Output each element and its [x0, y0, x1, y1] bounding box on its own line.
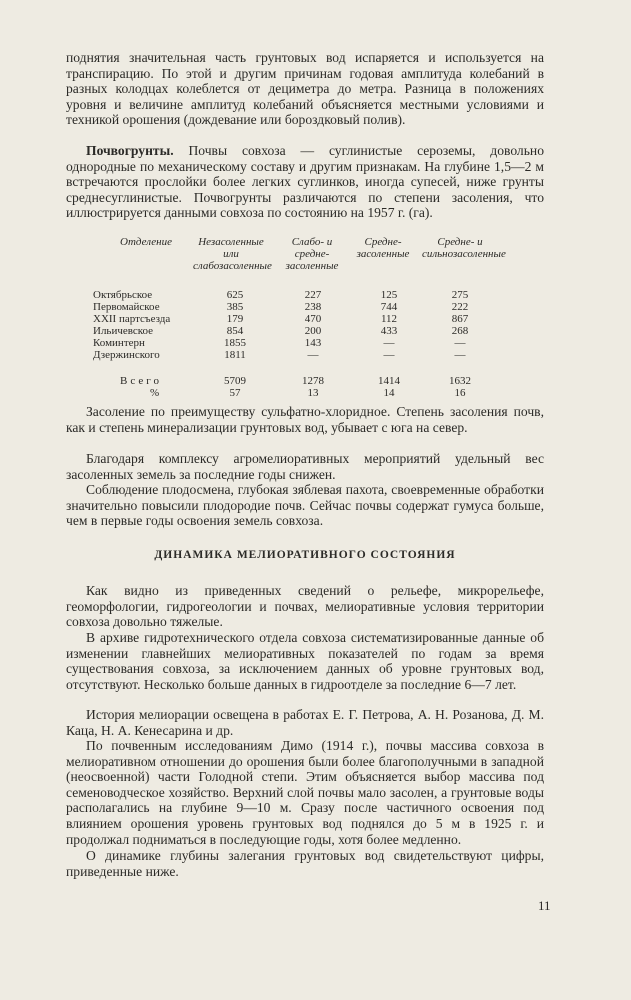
section-heading: ДИНАМИКА МЕЛИОРАТИВНОГО СОСТОЯНИЯ — [154, 549, 456, 561]
table-cell: — — [454, 337, 466, 349]
table-cell: Коминтерн — [93, 337, 145, 349]
table-cell: Всего — [120, 375, 162, 387]
paragraph: Благодаря комплексу агромелиоративных мероприятий удельный вес засоленных земель за последние годы снижен. — [66, 451, 544, 482]
table-cell: — — [454, 349, 466, 361]
table-cell: — — [307, 349, 319, 361]
table-cell: 275 — [451, 289, 469, 301]
table-cell: Дзержинского — [93, 349, 160, 361]
table-cell: 867 — [451, 313, 469, 325]
paragraph: По почвенным исследованиям Димо (1914 г.), почвы массива совхоза в мелиоративном отношении до орошения были более благополучными в западной (неосвоенной) части Голодной степи. Этим объясняется выбор массива под семеноводческое хозяйство. Верхний слой почвы мало засолен, а грунтовые воды располагались на глубине 9—10 м. Сразу после частичного освоения под влиянием орошения уровень грунтовых вод поднялся до 5 м в 1925 г. и продолжал подниматься в последующие годы, хотя более медленно. — [66, 738, 544, 847]
table-cell: 13 — [307, 387, 319, 399]
table-cell: 470 — [304, 313, 322, 325]
paragraph: Соблюдение плодосмена, глубокая зяблевая пахота, своевременные обработки значительно повысили плодородие почв. Сейчас почвы содержат гумуса больше, чем в первые годы освоения земель совхоза. — [66, 482, 544, 529]
table-header: Средне- и сильнозасоленные — [422, 236, 506, 260]
table-cell: Ильичевское — [93, 325, 154, 337]
table-header: Незасоленные или слабозасоленные — [193, 236, 272, 272]
table-cell: — — [383, 349, 395, 361]
paragraph: О динамике глубины залегания грунтовых вод свидетельствуют цифры, приведенные ниже. — [66, 848, 544, 879]
table-cell: 625 — [226, 289, 244, 301]
paragraph: В архиве гидротехнического отдела совхоза систематизированные данные об изменении главнейших мелиоративных показателей по годам за время существования совхоза, за исключением данных об уровне грунтовых вод, отсутствуют. Несколько больше данных в гидроотделе за последние 6—7 лет. — [66, 630, 544, 692]
table-cell: 744 — [380, 301, 398, 313]
table-cell: — — [383, 337, 395, 349]
paragraph-lead: Почвогрунты. — [86, 143, 174, 158]
table-cell: Первомайское — [93, 301, 160, 313]
table-cell: 1278 — [302, 375, 324, 387]
table-cell: 1855 — [224, 337, 246, 349]
table-header: Отделение — [120, 236, 172, 248]
table-cell: 1632 — [449, 375, 471, 387]
table-cell: 1811 — [224, 349, 246, 361]
table-cell: 268 — [451, 325, 469, 337]
table-cell: 14 — [383, 387, 395, 399]
table-cell: 238 — [304, 301, 322, 313]
table-cell: 16 — [454, 387, 466, 399]
paragraph: поднятия значительная часть грунтовых вод испаряется и используется на транспирацию. По этой и другим причинам годовая амплитуда колебаний в разных колодцах колеблется от дециметра до метра. Разница в положениях уровня и величине амплитуд колебаний объясняется местными условиями и техникой орошения (дождевание или бороздковый полив). — [66, 50, 544, 128]
table-cell: 385 — [226, 301, 244, 313]
page-number: 11 — [538, 898, 551, 913]
table-cell: 1414 — [378, 375, 400, 387]
paragraph-text: Почвы совхоза — суглинистые сероземы, довольно однородные по механическому составу и другим признакам. На глубине 1,5—2 м встречаются прослойки более легких суглинков, иногда супесей, ниже грунты среднесуглинистые. Почвогрунты различаются по степени засоления, что иллюстрируется данными совхоза по состоянию на 1957 г. (га). — [66, 143, 544, 221]
table-cell: Октябрьское — [93, 289, 153, 301]
table-cell: 222 — [451, 301, 469, 313]
paragraph — [66, 143, 544, 221]
table-header: Средне-засоленные — [356, 236, 410, 260]
table-cell: 5709 — [224, 375, 246, 387]
table-cell: XXII партсъезда — [93, 313, 171, 325]
table-header: Слабо- и средне-засоленные — [285, 236, 339, 272]
table-cell: 227 — [304, 289, 322, 301]
table-cell: 125 — [380, 289, 398, 301]
paragraph: Как видно из приведенных сведений о рельефе, микрорельефе, геоморфологии, гидрогеологии и почвах, мелиоративные условия территории совхоза довольно тяжелые. — [66, 583, 544, 630]
table-cell: 57 — [229, 387, 241, 399]
table-cell: % — [150, 387, 160, 399]
table-cell: 854 — [226, 325, 244, 337]
table-cell: 143 — [304, 337, 322, 349]
table-cell: 200 — [304, 325, 322, 337]
paragraph: История мелиорации освещена в работах Е. Г. Петрова, А. Н. Розанова, Д. М. Каца, Н. А. Кенесарина и др. — [66, 707, 544, 738]
table-cell: 433 — [380, 325, 398, 337]
table-cell: 112 — [380, 313, 398, 325]
table-cell: 179 — [226, 313, 244, 325]
paragraph: Засоление по преимуществу сульфатно-хлоридное. Степень засоления почв, как и степень минерализации грунтовых вод, убывает с юга на север. — [66, 404, 544, 435]
